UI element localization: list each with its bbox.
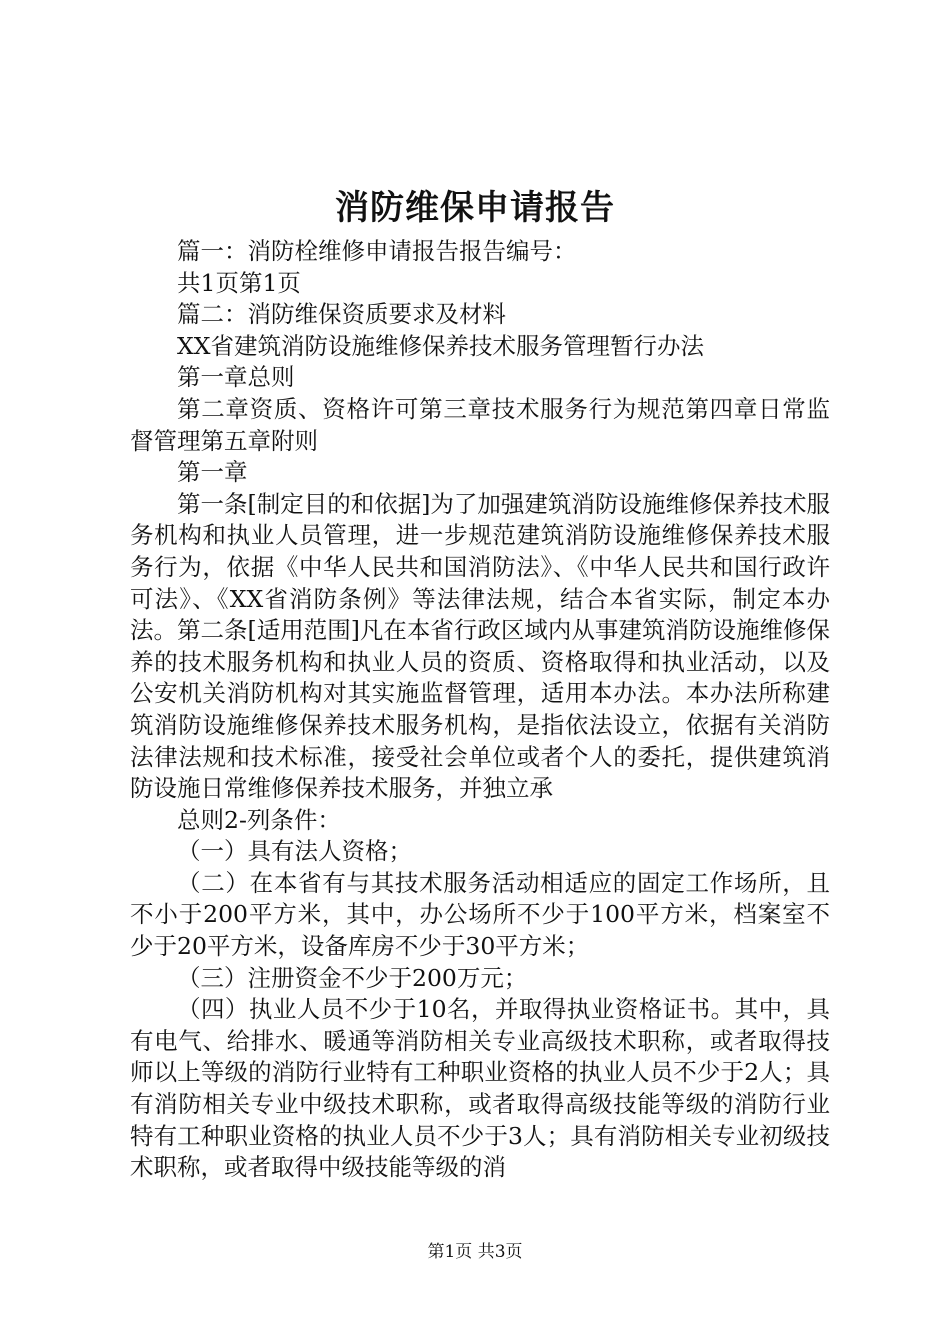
document-body bbox=[130, 236, 830, 1184]
page-footer: 第1页 共3页 bbox=[427, 1242, 523, 1262]
paragraph-3: 篇二：消防维保资质要求及材料 bbox=[177, 300, 506, 329]
paragraph-12: （三）注册资金不少于200万元； bbox=[177, 963, 528, 992]
paragraph-1: 篇一：消防栓维修申请报告报告编号： bbox=[177, 237, 577, 265]
paragraph-7: 第一章 bbox=[177, 458, 248, 487]
paragraph-2: 共1页第1页 bbox=[177, 268, 301, 297]
document-title: 消防维保申请报告 bbox=[335, 188, 615, 228]
paragraph-8: 第一条[制定目的和依据]为了加强建筑消防设施维修保养技术服务机构和执业人员管理，进一步规范建筑消防设施维修保养技术服务行为，依据《中华人民共和国消防法》、《中华人民共和国行政许可法》、《XX省消防条例》等法律法规，结合本省实际，制定本办法。第二条[适用范围]凡在本省行政区域内从事建筑消防设施维修保养的技术服务机构和执业人员的资质、资格取得和执业活动，以及公安机关消防机构对其实施监督管理，适用本办法。本办法所称建筑消防设施维修保养技术服务机构，是指依法设立，依据有关消防法律法规和技术标准，接受社会单位或者个人的委托，提供建筑消防设施日常维修保养技术服务，并独立承 bbox=[130, 489, 830, 803]
paragraph-11: （二）在本省有与其技术服务活动相适应的固定工作场所，且不小于200平方米，其中，办公场所不少于100平方米，档案室不少于20平方米，设备库房不少于30平方米； bbox=[130, 868, 830, 961]
paragraph-5: 第一章总则 bbox=[177, 363, 295, 392]
paragraph-4: XX省建筑消防设施维修保养技术服务管理暂行办法 bbox=[177, 331, 704, 360]
paragraph-10: （一）具有法人资格； bbox=[177, 837, 412, 866]
paragraph-13: （四）执业人员不少于10名，并取得执业资格证书。其中，具有电气、给排水、暖通等消防相关专业高级技术职称，或者取得技师以上等级的消防行业特有工种职业资格的执业人员不少于2人；具有消防相关专业中级技术职称，或者取得高级技能等级的消防行业特有工种职业资格的执业人员不少于3人；具有消防相关专业初级技术职称，或者取得中级技能等级的消 bbox=[130, 995, 830, 1182]
paragraph-6: 第二章资质、资格许可第三章技术服务行为规范第四章日常监督管理第五章附则 bbox=[130, 394, 830, 455]
paragraph-9: 总则2-列条件： bbox=[177, 805, 341, 834]
